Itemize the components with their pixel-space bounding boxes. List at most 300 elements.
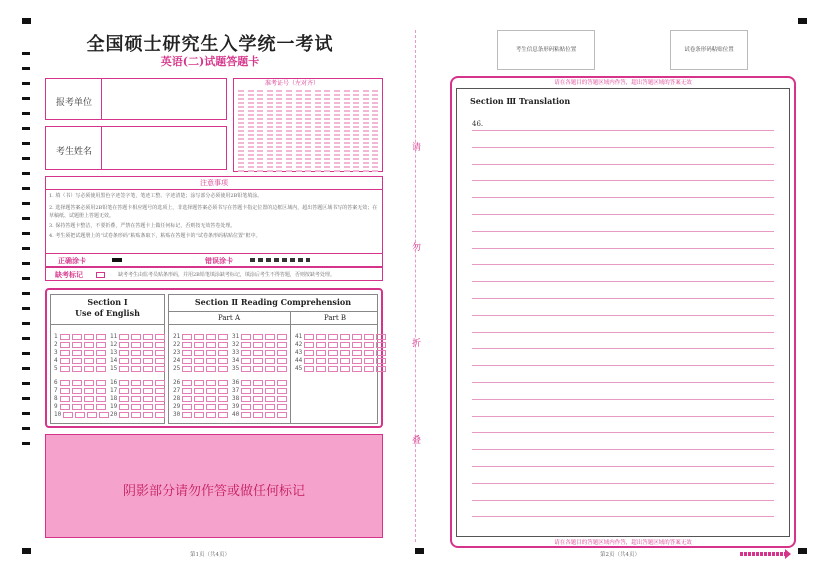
answer-line (472, 399, 774, 400)
fold-text-char: 折 (412, 339, 422, 349)
answer-bubble[interactable] (84, 404, 94, 410)
answer-bubble[interactable] (84, 396, 94, 402)
answer-bubble[interactable] (218, 396, 228, 402)
answer-bubble[interactable] (131, 380, 141, 386)
exam-number-column[interactable] (286, 90, 292, 172)
answer-bubble[interactable] (60, 388, 70, 394)
answer-bubble[interactable] (194, 380, 204, 386)
fold-text-char: 叠 (412, 436, 422, 446)
answer-bubble[interactable] (143, 412, 153, 418)
answer-bubble[interactable] (364, 350, 374, 356)
answer-row[interactable]: 24 (173, 357, 228, 364)
answer-row[interactable]: 33 (232, 349, 287, 356)
answer-bubble[interactable] (131, 404, 141, 410)
answer-bubble[interactable] (155, 358, 165, 364)
registration-mark (798, 548, 807, 554)
answer-row[interactable]: 38 (232, 395, 287, 402)
answer-bubble[interactable] (119, 334, 129, 340)
answer-row[interactable]: 17 (110, 387, 165, 394)
exam-number-column[interactable] (334, 90, 340, 172)
answer-bubble[interactable] (206, 334, 216, 340)
answer-row[interactable]: 26 (173, 379, 228, 386)
answer-bubble[interactable] (241, 334, 251, 340)
answer-line (472, 130, 774, 131)
answer-bubble[interactable] (119, 380, 129, 386)
answer-bubble[interactable] (340, 342, 350, 348)
answer-bubble[interactable] (316, 342, 326, 348)
answer-row[interactable]: 7 (54, 387, 106, 394)
exam-number-column[interactable] (267, 90, 273, 172)
answer-bubble[interactable] (72, 342, 82, 348)
answer-line (472, 248, 774, 249)
answer-bubble[interactable] (87, 412, 97, 418)
answer-bubble[interactable] (155, 404, 165, 410)
answer-bubble[interactable] (364, 366, 374, 372)
notes-item-1: 1. 填（书）写必须使用黑色字迹签字笔，笔迹工整、字迹清楚；涂写部分必须使用2B铅笔填涂。 (49, 193, 263, 199)
answer-bubble[interactable] (316, 366, 326, 372)
answer-bubble[interactable] (60, 380, 70, 386)
answer-bubble[interactable] (328, 366, 338, 372)
answer-row[interactable]: 12 (110, 341, 165, 348)
answer-bubble[interactable] (364, 342, 374, 348)
answer-row[interactable]: 9 (54, 403, 106, 410)
answer-bubble[interactable] (376, 342, 386, 348)
answer-bubble[interactable] (155, 334, 165, 340)
answer-bubble[interactable] (265, 404, 275, 410)
answer-bubble[interactable] (182, 334, 192, 340)
answer-bubble[interactable] (155, 380, 165, 386)
answer-bubble[interactable] (340, 350, 350, 356)
answer-bubble[interactable] (265, 380, 275, 386)
name-field[interactable] (45, 126, 227, 170)
answer-bubble[interactable] (277, 380, 287, 386)
answer-bubble[interactable] (304, 350, 314, 356)
answer-row[interactable]: 21 (173, 333, 228, 340)
answer-bubble[interactable] (84, 358, 94, 364)
answer-row[interactable]: 45 (295, 365, 386, 372)
answer-bubble[interactable] (84, 380, 94, 386)
bottom-warning-text: 请在各题目的答题区域内作答，超出答题区域的答案无效 (554, 540, 692, 546)
answer-bubble[interactable] (119, 342, 129, 348)
answer-bubble[interactable] (277, 358, 287, 364)
exam-number-column[interactable] (248, 90, 254, 172)
answer-bubble[interactable] (119, 404, 129, 410)
answer-row[interactable]: 20 (110, 411, 165, 418)
answer-bubble[interactable] (265, 358, 275, 364)
answer-bubble[interactable] (206, 350, 216, 356)
answer-bubble[interactable] (340, 358, 350, 364)
answer-bubble[interactable] (131, 412, 141, 418)
answer-bubble[interactable] (277, 396, 287, 402)
answer-bubble[interactable] (364, 334, 374, 340)
answer-bubble[interactable] (119, 358, 129, 364)
answer-bubble[interactable] (218, 342, 228, 348)
answer-bubble[interactable] (194, 388, 204, 394)
answer-bubble[interactable] (277, 334, 287, 340)
answer-row[interactable]: 37 (232, 387, 287, 394)
answer-row[interactable]: 25 (173, 365, 228, 372)
answer-row[interactable]: 43 (295, 349, 386, 356)
answer-bubble[interactable] (241, 380, 251, 386)
answer-bubble[interactable] (241, 396, 251, 402)
answer-bubble[interactable] (253, 366, 263, 372)
answer-bubble[interactable] (364, 358, 374, 364)
answer-bubble[interactable] (253, 404, 263, 410)
exam-number-column[interactable] (238, 90, 244, 172)
answer-row[interactable]: 32 (232, 341, 287, 348)
fold-line (415, 30, 416, 542)
answer-bubble[interactable] (99, 412, 109, 418)
answer-bubble[interactable] (84, 350, 94, 356)
answer-bubble[interactable] (218, 334, 228, 340)
answer-bubble[interactable] (265, 334, 275, 340)
answer-bubble[interactable] (131, 350, 141, 356)
answer-row[interactable]: 35 (232, 365, 287, 372)
answer-row[interactable]: 42 (295, 341, 386, 348)
answer-line (472, 466, 774, 467)
unit-field[interactable] (45, 78, 227, 120)
answer-bubble[interactable] (194, 404, 204, 410)
answer-bubble[interactable] (182, 380, 192, 386)
answer-row[interactable]: 41 (295, 333, 386, 340)
answer-row[interactable]: 11 (110, 333, 165, 340)
candidate-barcode-label: 考生信息条形码粘贴位置 (515, 47, 577, 53)
answer-bubble[interactable] (143, 342, 153, 348)
exam-number-column[interactable] (372, 90, 378, 172)
parts-underline (168, 324, 378, 325)
answer-bubble[interactable] (60, 404, 70, 410)
answer-bubble[interactable] (96, 358, 106, 364)
answer-bubble[interactable] (316, 350, 326, 356)
answer-bubble[interactable] (194, 350, 204, 356)
answer-bubble[interactable] (316, 358, 326, 364)
answer-bubble[interactable] (143, 358, 153, 364)
answer-bubble[interactable] (119, 412, 129, 418)
section-2-divider (168, 311, 378, 312)
answer-line (472, 298, 774, 299)
answer-bubble[interactable] (72, 366, 82, 372)
answer-bubble[interactable] (316, 334, 326, 340)
answer-bubble[interactable] (96, 366, 106, 372)
answer-bubble[interactable] (182, 404, 192, 410)
part-divider (290, 311, 291, 424)
answer-bubble[interactable] (155, 342, 165, 348)
answer-bubble[interactable] (194, 366, 204, 372)
answer-bubble[interactable] (206, 366, 216, 372)
answer-row[interactable]: 31 (232, 333, 287, 340)
answer-bubble[interactable] (72, 350, 82, 356)
answer-bubble[interactable] (304, 366, 314, 372)
answer-line (472, 147, 774, 148)
answer-row[interactable]: 16 (110, 379, 165, 386)
answer-bubble[interactable] (131, 366, 141, 372)
answer-bubble[interactable] (277, 404, 287, 410)
answer-bubble[interactable] (241, 388, 251, 394)
answer-bubble[interactable] (194, 334, 204, 340)
exam-number-column[interactable] (344, 90, 350, 172)
answer-row[interactable]: 36 (232, 379, 287, 386)
answer-row[interactable]: 23 (173, 349, 228, 356)
answer-bubble[interactable] (352, 350, 362, 356)
answer-bubble[interactable] (155, 366, 165, 372)
answer-bubble[interactable] (340, 366, 350, 372)
answer-bubble[interactable] (60, 366, 70, 372)
answer-bubble[interactable] (277, 412, 287, 418)
answer-bubble[interactable] (328, 350, 338, 356)
answer-bubble[interactable] (182, 388, 192, 394)
answer-bubble[interactable] (218, 380, 228, 386)
answer-bubble[interactable] (206, 380, 216, 386)
answer-line (472, 365, 774, 366)
answer-bubble[interactable] (265, 366, 275, 372)
notes-item-4: 4. 考生须把试题册上的“试卷条形码”粘贴条取下，粘贴在答题卡的“试卷条形码粘贴位置”框中。 (49, 233, 261, 239)
answer-bubble[interactable] (352, 366, 362, 372)
answer-bubble[interactable] (328, 358, 338, 364)
answer-row[interactable]: 39 (232, 403, 287, 410)
answer-row[interactable]: 27 (173, 387, 228, 394)
answer-bubble[interactable] (131, 342, 141, 348)
notes-item-3: 3. 保持答题卡整洁，不要折叠，严禁在答题卡上做任何标记，否则按无效答卷处理。 (49, 223, 236, 229)
answer-row[interactable]: 2 (54, 341, 106, 348)
answer-bubble[interactable] (218, 358, 228, 364)
answer-bubble[interactable] (143, 380, 153, 386)
answer-bubble[interactable] (206, 388, 216, 394)
answer-row[interactable]: 22 (173, 341, 228, 348)
answer-bubble[interactable] (143, 396, 153, 402)
answer-bubble[interactable] (96, 350, 106, 356)
answer-row[interactable]: 15 (110, 365, 165, 372)
next-page-arrow-icon (740, 552, 785, 556)
answer-bubble[interactable] (253, 342, 263, 348)
answer-bubble[interactable] (206, 358, 216, 364)
answer-bubble[interactable] (182, 350, 192, 356)
answer-bubble[interactable] (328, 334, 338, 340)
correct-fill-sample (112, 258, 122, 262)
answer-bubble[interactable] (253, 380, 263, 386)
answer-bubble[interactable] (218, 388, 228, 394)
answer-bubble[interactable] (72, 396, 82, 402)
answer-bubble[interactable] (265, 342, 275, 348)
answer-line (472, 264, 774, 265)
answer-bubble[interactable] (182, 358, 192, 364)
answer-bubble[interactable] (277, 342, 287, 348)
answer-bubble[interactable] (131, 334, 141, 340)
answer-bubble[interactable] (253, 396, 263, 402)
answer-bubble[interactable] (143, 404, 153, 410)
answer-bubble[interactable] (352, 342, 362, 348)
answer-bubble[interactable] (241, 366, 251, 372)
answer-bubble[interactable] (131, 388, 141, 394)
answer-bubble[interactable] (253, 350, 263, 356)
answer-line (472, 315, 774, 316)
answer-bubble[interactable] (218, 366, 228, 372)
answer-bubble[interactable] (155, 388, 165, 394)
answer-row[interactable]: 10 (54, 411, 109, 418)
answer-bubble[interactable] (119, 366, 129, 372)
answer-bubble[interactable] (182, 366, 192, 372)
answer-bubble[interactable] (241, 358, 251, 364)
answer-row[interactable]: 1 (54, 333, 106, 340)
answer-row[interactable]: 34 (232, 357, 287, 364)
answer-row[interactable]: 4 (54, 357, 106, 364)
section-1-subtitle: Use of English (75, 308, 140, 318)
exam-number-column[interactable] (305, 90, 311, 172)
answer-bubble[interactable] (119, 396, 129, 402)
answer-row[interactable]: 5 (54, 365, 106, 372)
answer-bubble[interactable] (182, 412, 192, 418)
exam-number-column[interactable] (324, 90, 330, 172)
answer-bubble[interactable] (75, 412, 85, 418)
answer-bubble[interactable] (84, 388, 94, 394)
exam-number-column[interactable] (315, 90, 321, 172)
answer-row[interactable]: 44 (295, 357, 386, 364)
answer-row[interactable]: 40 (232, 411, 287, 418)
absent-checkbox[interactable] (96, 272, 105, 278)
answer-bubble[interactable] (60, 350, 70, 356)
answer-bubble[interactable] (376, 350, 386, 356)
answer-bubble[interactable] (253, 388, 263, 394)
answer-bubble[interactable] (96, 342, 106, 348)
answer-line (472, 231, 774, 232)
answer-bubble[interactable] (60, 342, 70, 348)
answer-bubble[interactable] (328, 342, 338, 348)
answer-bubble[interactable] (253, 358, 263, 364)
notes-title: 注意事项 (200, 179, 228, 187)
answer-bubble[interactable] (218, 412, 228, 418)
answer-bubble[interactable] (241, 342, 251, 348)
answer-bubble[interactable] (60, 358, 70, 364)
exam-number-column[interactable] (353, 90, 359, 172)
answer-bubble[interactable] (63, 412, 73, 418)
answer-bubble[interactable] (96, 396, 106, 402)
answer-bubble[interactable] (143, 334, 153, 340)
answer-bubble[interactable] (376, 334, 386, 340)
answer-bubble[interactable] (155, 396, 165, 402)
answer-row[interactable]: 18 (110, 395, 165, 402)
answer-bubble[interactable] (72, 388, 82, 394)
exam-number-column[interactable] (257, 90, 263, 172)
answer-bubble[interactable] (304, 342, 314, 348)
answer-bubble[interactable] (119, 350, 129, 356)
answer-bubble[interactable] (304, 358, 314, 364)
answer-bubble[interactable] (96, 404, 106, 410)
answer-bubble[interactable] (155, 350, 165, 356)
name-label: 考生姓名 (56, 147, 93, 157)
answer-bubble[interactable] (241, 350, 251, 356)
translation-answer-box[interactable] (456, 88, 790, 537)
answer-bubble[interactable] (352, 334, 362, 340)
answer-line (472, 348, 774, 349)
answer-bubble[interactable] (206, 396, 216, 402)
answer-row[interactable]: 30 (173, 411, 228, 418)
answer-bubble[interactable] (376, 358, 386, 364)
fold-text-char: 请 (412, 143, 422, 153)
answer-bubble[interactable] (182, 396, 192, 402)
notes-item-2: 2. 选择题答案必须用2B铅笔在答题卡相应题号的选项上，非选择题答案必须书写在答题卡指定位置的边框区域内，超出答题区域书写的答案无效；在草稿纸、试题册上答题无效。 (49, 205, 378, 219)
left-page-number: 第1页（共4页） (190, 552, 230, 558)
exam-number-column[interactable] (296, 90, 302, 172)
part-a-label: Part A (217, 314, 240, 322)
answer-bubble[interactable] (182, 342, 192, 348)
registration-mark (798, 18, 807, 24)
answer-row[interactable]: 29 (173, 403, 228, 410)
answer-bubble[interactable] (84, 366, 94, 372)
answer-row[interactable]: 28 (173, 395, 228, 402)
answer-bubble[interactable] (241, 404, 251, 410)
answer-bubble[interactable] (194, 396, 204, 402)
answer-bubble[interactable] (277, 388, 287, 394)
answer-bubble[interactable] (96, 334, 106, 340)
unit-label: 报考单位 (56, 98, 93, 108)
answer-bubble[interactable] (241, 412, 251, 418)
answer-bubble[interactable] (72, 404, 82, 410)
answer-row[interactable]: 3 (54, 349, 106, 356)
answer-bubble[interactable] (131, 396, 141, 402)
answer-bubble[interactable] (206, 412, 216, 418)
answer-bubble[interactable] (96, 380, 106, 386)
wrong-fill-label: 错误涂卡 (205, 256, 233, 265)
answer-bubble[interactable] (218, 404, 228, 410)
answer-bubble[interactable] (253, 412, 263, 418)
answer-bubble[interactable] (60, 334, 70, 340)
answer-bubble[interactable] (206, 342, 216, 348)
answer-bubble[interactable] (143, 350, 153, 356)
answer-line (472, 416, 774, 417)
answer-bubble[interactable] (340, 334, 350, 340)
answer-bubble[interactable] (96, 388, 106, 394)
top-warning-text: 请在各题目的答题区域内作答，超出答题区域的答案无效 (554, 80, 692, 86)
answer-bubble[interactable] (72, 358, 82, 364)
absent-text: 缺考考生由监考员贴条形码，并用2B铅笔填涂缺考标记，填涂后考生不得答题，否则按缺考处理。 (118, 272, 335, 278)
answer-bubble[interactable] (194, 358, 204, 364)
answer-row[interactable]: 14 (110, 357, 165, 364)
exam-number-column[interactable] (276, 90, 282, 172)
answer-row[interactable]: 6 (54, 379, 106, 386)
answer-bubble[interactable] (265, 396, 275, 402)
answer-bubble[interactable] (265, 350, 275, 356)
answer-bubble[interactable] (206, 404, 216, 410)
answer-bubble[interactable] (277, 350, 287, 356)
answer-bubble[interactable] (194, 412, 204, 418)
answer-bubble[interactable] (131, 358, 141, 364)
answer-bubble[interactable] (253, 334, 263, 340)
answer-bubble[interactable] (155, 412, 165, 418)
answer-line (472, 214, 774, 215)
answer-bubble[interactable] (265, 412, 275, 418)
answer-bubble[interactable] (84, 334, 94, 340)
answer-bubble[interactable] (218, 350, 228, 356)
answer-bubble[interactable] (277, 366, 287, 372)
answer-bubble[interactable] (72, 334, 82, 340)
answer-bubble[interactable] (72, 380, 82, 386)
wrong-fill-samples (250, 258, 310, 262)
answer-bubble[interactable] (143, 366, 153, 372)
answer-bubble[interactable] (304, 334, 314, 340)
answer-bubble[interactable] (352, 358, 362, 364)
answer-row[interactable]: 8 (54, 395, 106, 402)
answer-bubble[interactable] (84, 342, 94, 348)
answer-bubble[interactable] (376, 366, 386, 372)
answer-row[interactable]: 19 (110, 403, 165, 410)
answer-bubble[interactable] (119, 388, 129, 394)
answer-line (472, 164, 774, 165)
answer-row[interactable]: 13 (110, 349, 165, 356)
answer-bubble[interactable] (265, 388, 275, 394)
answer-bubble[interactable] (194, 342, 204, 348)
answer-bubble[interactable] (143, 388, 153, 394)
exam-number-column[interactable] (363, 90, 369, 172)
answer-bubble[interactable] (60, 396, 70, 402)
